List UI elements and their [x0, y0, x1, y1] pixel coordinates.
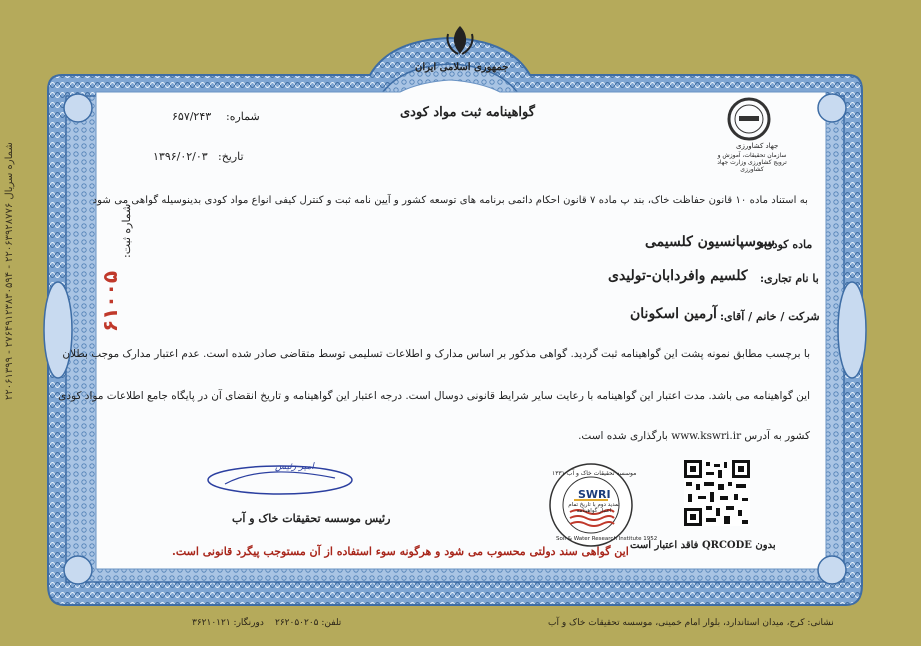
fertilizer-value: سوسپانسیون کلسیمی	[645, 234, 775, 250]
iran-emblem-icon	[440, 24, 480, 56]
company-value: آرمین اسکونان	[630, 306, 717, 322]
number-label: شماره:	[226, 110, 260, 123]
jahad-agriculture-logo-icon	[727, 97, 771, 141]
seal-ring-bottom: Soil & Water Research Institute 1952	[556, 536, 658, 542]
date-label: تاریخ:	[218, 150, 244, 163]
org-logo-top: جهاد کشاورزی	[736, 142, 779, 150]
intro-line: به استناد ماده ۱۰ قانون حفاظت خاک، بند پ ماده ۷ قانون احکام دائمی برنامه های توسعه کشور و آیین نامه ثبت و کنترل کیفی انواع مواد کودی بدینوسیله گواهی می شود	[92, 195, 808, 206]
certificate-title: گواهینامه ثبت مواد کودی	[400, 105, 535, 120]
trade-name-value: کلسیم وافردابان-تولیدی	[608, 268, 748, 284]
company-label: شرکت / خانم / آقای:	[720, 310, 820, 323]
footer-address: نشانی: کرج، میدان استاندارد، بلوار امام خمینی، موسسه تحقیقات خاک و آب	[548, 618, 834, 628]
registration-block	[98, 203, 140, 346]
registration-value: ۶۱۰۰۵	[98, 270, 122, 332]
qr-caption: بدون QRCODE فاقد اعتبار است	[630, 540, 776, 551]
footer-fax: دورنگار: ۳۶۲۱۰۱۲۱	[192, 618, 264, 628]
qr-code-icon	[684, 460, 750, 526]
body-line-1: با برچسب مطابق نمونه پشت این گواهینامه ثبت گردید. گواهی مذکور بر اساس مدارک و اطلاعات تسلیمی توسط متقاضی صادر شده است. عدم اعتبار مدارک موجب بطلان	[62, 348, 810, 360]
fertilizer-label: ماده کودی:	[760, 238, 813, 251]
seal-center: SWRI	[578, 488, 611, 501]
legal-warning: این گواهی سند دولتی محسوب می شود و هرگونه سوء استفاده از آن مستوجب پیگرد قانونی است.	[172, 545, 629, 558]
seal-ring-top: موسسه تحقیقات خاک و آب ۱۳۳۱	[552, 470, 637, 477]
signature-name: امیر رئیس	[275, 462, 314, 472]
body-line-3: کشور به آدرس www.kswri.ir بارگذاری شده است.	[578, 430, 810, 442]
body-line-2: این گواهینامه می باشد. مدت اعتبار این گواهینامه با رعایت سایر شرایط قانونی دوسال است. درجه اعتبار این گواهینامه و تاریخ انقضای آن در پایگاه جامع اطلاعات مواد کودی	[58, 390, 810, 402]
date-value: ۱۳۹۶/۰۲/۰۳	[153, 150, 208, 163]
state-emblem-label: جمهوری اسلامی ایران	[415, 62, 509, 73]
registration-label: شماره ثبت:	[120, 203, 133, 258]
org-logo-caption: سازمان تحقیقات، آموزش و ترویج کشاورزی وزارت جهاد کشاورزی	[717, 152, 787, 173]
footer-phone: تلفن: ۲۶۲۰۵۰۲۰۵	[275, 618, 342, 628]
signature-title: رئیس موسسه تحقیقات خاک و آب	[232, 512, 391, 525]
side-serial-number: شماره سریال ۲۲۰۶۳۹۲۸۷۷۶ - ۲۷۶۴۹۱۲۳۸۳۰۵۹۴ - ۲۲۰۶۱۳۹۹	[4, 142, 15, 400]
number-value: ۶۵۷/۲۴۳	[172, 110, 212, 123]
seal-subtext: تمدید دوم با تاریخ تمام اعتبار گواهینامه	[568, 502, 620, 514]
trade-name-label: با نام تجاری:	[760, 272, 819, 285]
